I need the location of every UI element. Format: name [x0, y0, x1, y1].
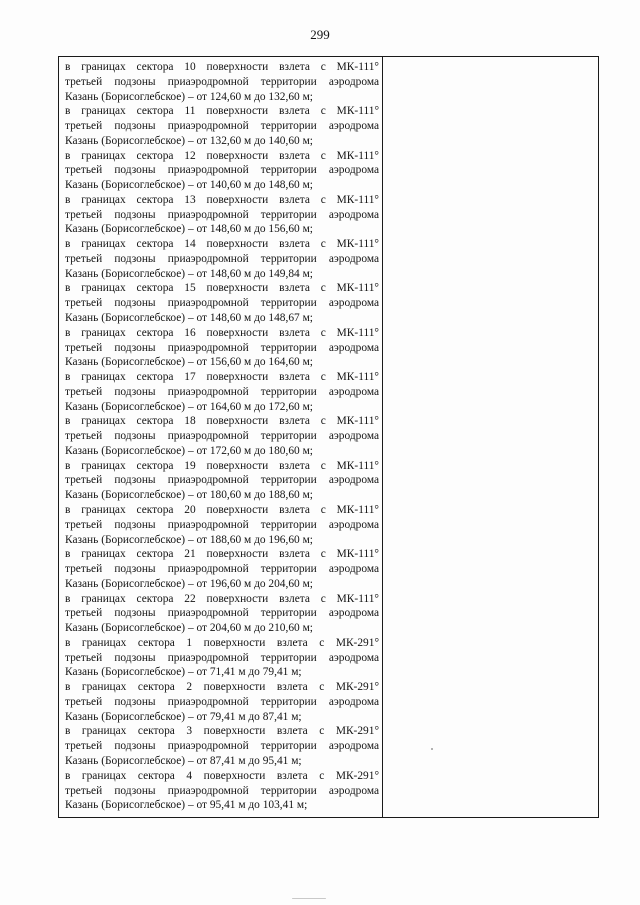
- entry-subzone-line: третьей подзоны приаэродромной территории аэродрома: [65, 695, 379, 708]
- entry-height-range-line: Казань (Борисоглебское) – от 204,60 м до 210,60 м;: [65, 622, 313, 635]
- entry-height-range-line: Казань (Борисоглебское) – от 71,41 м до 79,41 м;: [65, 666, 302, 679]
- entry-subzone-line: третьей подзоны приаэродромной территории аэродрома: [65, 385, 379, 398]
- zone-entry: [65, 592, 379, 636]
- entry-sector-line: в границах сектора 1 поверхности взлета с МК-291°: [65, 636, 379, 649]
- entry-height-range-line: Казань (Борисоглебское) – от 148,60 м до 149,84 м;: [65, 267, 313, 280]
- entry-subzone-line: третьей подзоны приаэродромной территории аэродрома: [65, 607, 379, 620]
- entry-subzone-line: третьей подзоны приаэродромной территории аэродрома: [65, 208, 379, 221]
- zone-entry: [65, 547, 379, 591]
- entry-height-range-line: Казань (Борисоглебское) – от 87,41 м до 95,41 м;: [65, 754, 302, 767]
- zone-entry: [65, 281, 379, 325]
- entry-height-range-line: Казань (Борисоглебское) – от 172,60 м до 180,60 м;: [65, 444, 313, 457]
- entry-subzone-line: третьей подзоны приаэродромной территории аэродрома: [65, 563, 379, 576]
- entry-sector-line: в границах сектора 12 поверхности взлета с МК-111°: [65, 149, 379, 162]
- entry-sector-line: в границах сектора 22 поверхности взлета с МК-111°: [65, 592, 379, 605]
- entry-subzone-line: третьей подзоны приаэродромной территории аэродрома: [65, 120, 379, 133]
- entry-sector-line: в границах сектора 16 поверхности взлета с МК-111°: [65, 326, 379, 339]
- entry-sector-line: в границах сектора 13 поверхности взлета с МК-111°: [65, 193, 379, 206]
- entry-subzone-line: третьей подзоны приаэродромной территории аэродрома: [65, 651, 379, 664]
- zone-entry: [65, 237, 379, 281]
- entry-height-range-line: Казань (Борисоглебское) – от 180,60 м до 188,60 м;: [65, 489, 313, 502]
- entry-height-range-line: Казань (Борисоглебское) – от 140,60 м до 148,60 м;: [65, 179, 313, 192]
- description-column: [59, 57, 383, 817]
- entry-height-range-line: Казань (Борисоглебское) – от 124,60 м до 132,60 м;: [65, 90, 313, 103]
- entry-subzone-line: третьей подзоны приаэродромной территории аэродрома: [65, 252, 379, 265]
- scan-speck: [431, 748, 433, 750]
- entry-sector-line: в границах сектора 4 поверхности взлета с МК-291°: [65, 769, 379, 782]
- zone-entry: [65, 724, 379, 768]
- entry-height-range-line: Казань (Борисоглебское) – от 132,60 м до 140,60 м;: [65, 134, 313, 147]
- entry-sector-line: в границах сектора 3 поверхности взлета с МК-291°: [65, 725, 379, 738]
- zone-entry: [65, 104, 379, 148]
- entry-sector-line: в границах сектора 15 поверхности взлета с МК-111°: [65, 282, 379, 295]
- entry-height-range-line: Казань (Борисоглебское) – от 156,60 м до 164,60 м;: [65, 356, 313, 369]
- page-number: 299: [310, 27, 330, 42]
- entry-subzone-line: третьей подзоны приаэродромной территории аэродрома: [65, 430, 379, 443]
- zone-entry: [65, 370, 379, 414]
- entry-sector-line: в границах сектора 14 поверхности взлета с МК-111°: [65, 238, 379, 251]
- zone-entry: [65, 326, 379, 370]
- entry-sector-line: в границах сектора 11 поверхности взлета с МК-111°: [65, 105, 379, 118]
- entry-height-range-line: Казань (Борисоглебское) – от 79,41 м до 87,41 м;: [65, 710, 302, 723]
- entry-subzone-line: третьей подзоны приаэродромной территории аэродрома: [65, 474, 379, 487]
- entry-sector-line: в границах сектора 17 поверхности взлета с МК-111°: [65, 371, 379, 384]
- entry-sector-line: в границах сектора 10 поверхности взлета с МК-111°: [65, 61, 379, 73]
- entry-subzone-line: третьей подзоны приаэродромной территории аэродрома: [65, 164, 379, 177]
- zone-entry: [65, 503, 379, 547]
- zone-entry: [65, 193, 379, 237]
- entry-subzone-line: третьей подзоны приаэродромной территории аэродрома: [65, 518, 379, 531]
- entry-sector-line: в границах сектора 18 поверхности взлета с МК-111°: [65, 415, 379, 428]
- entry-height-range-line: Казань (Борисоглебское) – от 95,41 м до 103,41 м;: [65, 799, 308, 812]
- scan-mark: [292, 898, 326, 899]
- zone-entry: [65, 636, 379, 680]
- entry-sector-line: в границах сектора 19 поверхности взлета с МК-111°: [65, 459, 379, 472]
- entry-subzone-line: третьей подзоны приаэродромной территории аэродрома: [65, 341, 379, 354]
- entry-height-range-line: Казань (Борисоглебское) – от 188,60 м до 196,60 м;: [65, 533, 313, 546]
- entry-sector-line: в границах сектора 2 поверхности взлета с МК-291°: [65, 681, 379, 694]
- entry-height-range-line: Казань (Борисоглебское) – от 148,60 м до 156,60 м;: [65, 223, 313, 236]
- entry-sector-line: в границах сектора 21 поверхности взлета с МК-111°: [65, 548, 379, 561]
- document-table: [58, 56, 599, 818]
- empty-right-column: [383, 57, 598, 817]
- zone-entry: [65, 769, 379, 813]
- entry-subzone-line: третьей подзоны приаэродромной территории аэродрома: [65, 740, 379, 753]
- zone-entry: [65, 414, 379, 458]
- zone-entry: [65, 459, 379, 503]
- entry-subzone-line: третьей подзоны приаэродромной территории аэродрома: [65, 784, 379, 797]
- entry-subzone-line: третьей подзоны приаэродромной территории аэродрома: [65, 297, 379, 310]
- zone-entry: [65, 149, 379, 193]
- entry-height-range-line: Казань (Борисоглебское) – от 148,60 м до 148,67 м;: [65, 312, 313, 325]
- entry-height-range-line: Казань (Борисоглебское) – от 164,60 м до 172,60 м;: [65, 400, 313, 413]
- entry-sector-line: в границах сектора 20 поверхности взлета с МК-111°: [65, 503, 379, 516]
- zone-entry: [65, 680, 379, 724]
- entry-height-range-line: Казань (Борисоглебское) – от 196,60 м до 204,60 м;: [65, 577, 313, 590]
- zone-entry: [65, 60, 379, 104]
- entry-subzone-line: третьей подзоны приаэродромной территории аэродрома: [65, 75, 379, 88]
